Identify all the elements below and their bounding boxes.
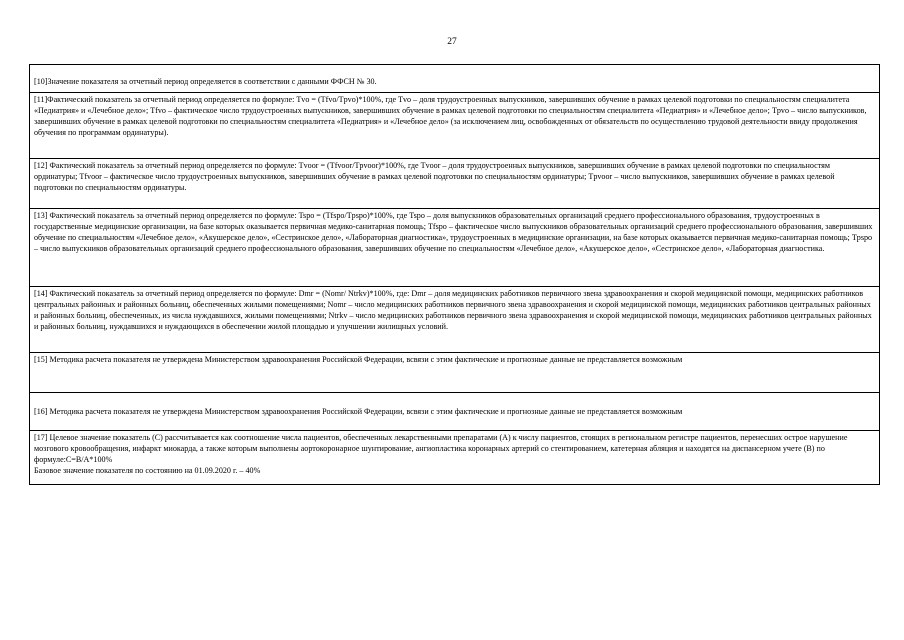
note-15 [30, 352, 879, 392]
note-16 [30, 392, 879, 430]
note-14 [30, 286, 879, 352]
note-text: [15] Методика расчета показателя не утверждена Министерством здравоохранения Российской Федерации, всвязи с этим фактические и прогнозные данные не представляется возможным [34, 355, 683, 364]
note-text: [11]Фактический показатель за отчетный период определяется по формуле: Tvo = (Tfvo/Tpvo)*100%, где Tvo – доля трудоустроенных выпускников, завершивших обучение в рамках целевой подготовки по специальностям специалитета «Педиатрия» и «Лечебное дело»; Tfvo – фактическое число трудоустроенных выпускников, завершивших обучение в рамках целевой подготовки по специальностям специалитета «Педиатрия» и «Лечебное дело»; Tpvo – число выпускников, завершивших обучение в рамках целевой подготовки по специальностям специалитета «Педиатрия» и «Лечебное дело» (за исключением лиц, освобожденных от обязательств по осуществлению трудовой деятельности ввиду продолжения обучения по программам ординатуры). [34, 95, 867, 137]
note-10 [30, 65, 879, 92]
note-text: [14] Фактический показатель за отчетный период определяется по формуле: Dmr = (Nomr/ Ntrkv)*100%, где: Dmr – доля медицинских работников первичного звена здравоохранения и скорой медицинской помощи, медицинских работников центральных районных и районных больниц, обеспеченных жилыми помещениями; Nomr – число медицинских работников первичного звена здравоохранения и скорой медицинской помощи, медицинских работников центральных районных и районных больниц, обеспеченных, из числа нуждавшихся, жилыми помещениями; Ntrkv – число медицинских работников первичного звена здравоохранения и скорой медицинской помощи, медицинских работников центральных районных и районных больниц, нуждавшихся и нуждающихся в обеспечении жилой площадью и улучшении жилищных условий. [34, 289, 872, 331]
note-12 [30, 158, 879, 208]
page-number: 27 [447, 37, 457, 47]
note-base-value: Базовое значение показателя по состоянию на 01.09.2020 г. – 40% [34, 465, 261, 475]
note-17 [30, 430, 879, 484]
note-text: [17] Целевое значение показатель (С) рассчитывается как соотношение числа пациентов, обеспеченных лекарственными препаратами (А) к числу пациентов, стоящих в региональном регистре пациентов, перенесших острое нарушение мозгового кровообращения, инфаркт миокарда, а также которым выполнены аортокоронарное шунтирование, ангиопластика коронарных артерий со стентированием, катетерная абляция и находятся на диспансерном учете (В) по формуле:C=B/A*100% [34, 433, 848, 464]
note-11 [30, 92, 879, 158]
note-text: [13] Фактический показатель за отчетный период определяется по формуле: Tspo = (Tfspo/Tpspo)*100%, где Tspo – доля выпускников образовательных организаций среднего профессионального образования, трудоустроенных в государственные медицинские организации, на базе которых оказывается первичная медико-санитарная помощь; Tfspo – фактическое число выпускников образовательных организаций среднего профессионального образования, завершивших обучение по специальностям «Лечебное дело», «Акушерское дело», «Сестринское дело», «Лабораторная диагностика», трудоустроенных в медицинские организации, на базе которых оказывается первичная медико-санитарная помощь; Tpspo – число выпускников образовательных организаций среднего профессионального образования, завершивших обучение по специальностям «Лечебное дело», «Акушерское дело», «Сестринское дело», «Лабораторная диагностика. [34, 211, 873, 253]
note-13 [30, 208, 879, 286]
note-text: [16] Методика расчета показателя не утверждена Министерством здравоохранения Российской Федерации, всвязи с этим фактические и прогнозные данные не представляется возможным [34, 407, 683, 416]
notes-table [29, 64, 880, 485]
note-text: [12] Фактический показатель за отчетный период определяется по формуле: Tvoor = (Tfvoor/Tpvoor)*100%, где Tvoor – доля трудоустроенных выпускников, завершивших обучение в рамках целевой подготовки по специальностям ординатуры; Tfvoor – фактическое число трудоустроенных выпускников, завершивших обучение в рамках целевой подготовки по специальностям ординатуры; Tpvoor – число выпускников, завершивших обучение в рамках целевой подготовки по специальностям ординатуры. [34, 161, 835, 192]
note-text: [10]Значение показателя за отчетный период определяется в соответствии с данными ФФСН № 30. [34, 77, 377, 86]
